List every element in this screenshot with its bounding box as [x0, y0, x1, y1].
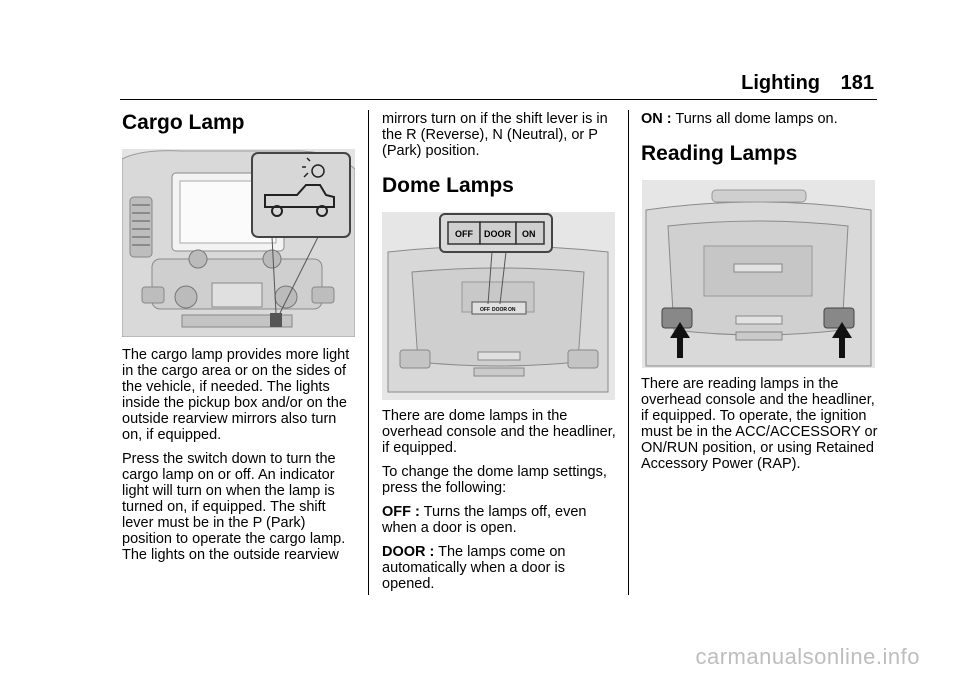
option-on-text: Turns all dome lamps on. [675, 111, 838, 127]
column-3 [641, 111, 877, 135]
dome-heading-wrap [382, 174, 614, 198]
button-off-label: OFF [455, 229, 473, 239]
header-rule [120, 99, 877, 100]
option-door [382, 544, 618, 592]
cargo-lamp-paragraph: The cargo lamp provides more light in the cargo area or on the sides of the vehicle, if needed. The lights inside the pickup box and/or on the outside rearview mirrors also turn on, if equipped. [122, 347, 350, 443]
option-on-label: ON : [641, 111, 672, 127]
reading-lamps-figure [642, 180, 875, 368]
reading-lamps-heading: Reading Lamps [641, 142, 798, 165]
reading-lamps-text [641, 376, 881, 480]
cargo-lamp-paragraph: Press the switch down to turn the cargo lamp on or off. An indicator light will turn on when the lamp is turned on, if equipped. The shift lever must be in the P (Park) position to operate the cargo lamp. The lights on the outside rearview [122, 451, 346, 563]
page-number: 181 [840, 72, 874, 94]
small-label-on: ON [508, 307, 516, 313]
dome-paragraph: To change the dome lamp settings, press the following: [382, 464, 607, 496]
option-door-text: The lamps come on automatically when a door is opened. [382, 544, 566, 592]
option-off-text: Turns the lamps off, even when a door is open. [382, 504, 587, 536]
small-label-off: OFF [480, 307, 490, 313]
option-door-label: DOOR : [382, 544, 435, 560]
button-door-label: DOOR [484, 229, 511, 239]
column-divider [368, 110, 369, 595]
option-off-label: OFF : [382, 504, 420, 520]
cargo-lamp-text [122, 347, 356, 571]
option-off [382, 504, 618, 536]
button-on-label: ON [522, 229, 536, 239]
dome-paragraph: There are dome lamps in the overhead console and the headliner, if equipped. [382, 408, 616, 456]
option-on [641, 111, 877, 127]
dome-lamps-figure [382, 212, 615, 400]
continuation-text: mirrors turn on if the shift lever is in the R (Reverse), N (Neutral), or P (Park) position. [382, 111, 608, 159]
cargo-lamp-figure [122, 149, 355, 337]
page-header [0, 72, 960, 100]
column-1 [122, 111, 354, 135]
small-label-door: DOOR [492, 307, 507, 313]
reading-paragraph: There are reading lamps in the overhead console and the headliner, if equipped. To operate, the ignition must be in the ACC/ACCESSORY or ON/RUN position, or using Retained Accessory Power (RAP). [641, 376, 878, 472]
watermark: carmanualsonline.info [695, 644, 920, 669]
section-title: Lighting [741, 72, 820, 94]
reading-heading-wrap [641, 142, 877, 166]
dome-lamps-heading: Dome Lamps [382, 174, 514, 197]
dome-lamps-text [382, 408, 618, 600]
column-divider [628, 110, 629, 595]
cargo-lamp-heading: Cargo Lamp [122, 111, 245, 134]
column-2 [382, 111, 614, 167]
